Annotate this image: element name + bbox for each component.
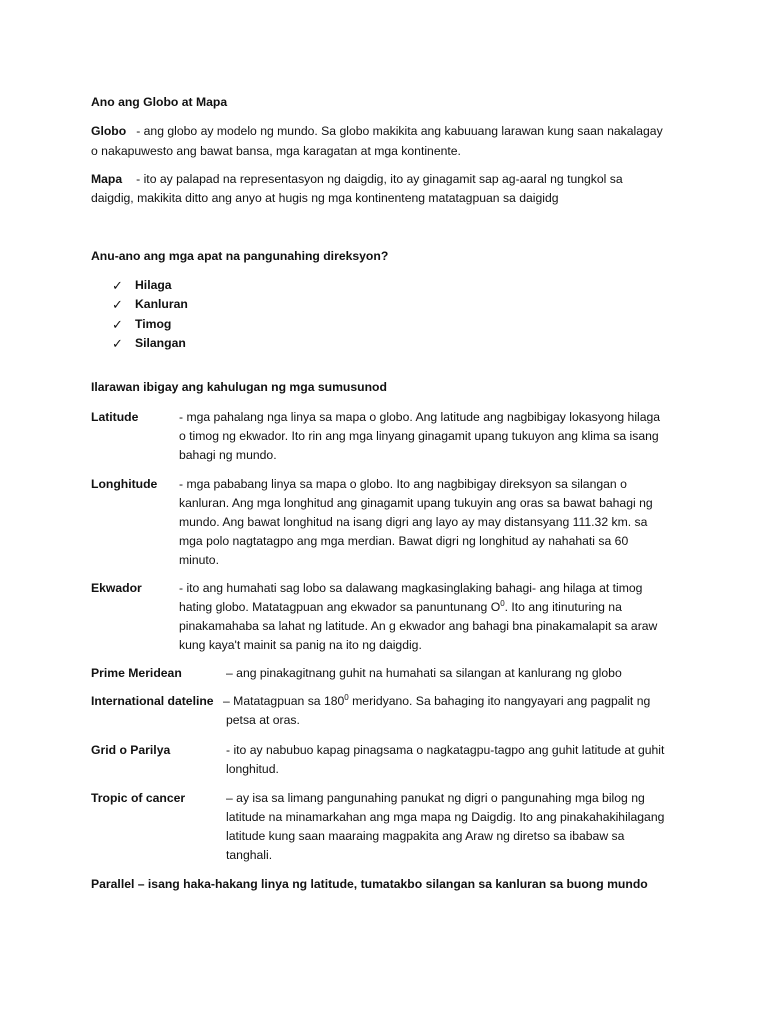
dateline-line: petsa at oras. xyxy=(226,713,300,727)
prime-meridean-term: Prime Meridean xyxy=(91,666,182,680)
tropic-line: – ay isa sa limang pangunahing panukat ng digri o pangunahing mga bilog ng xyxy=(226,791,645,805)
list-item xyxy=(112,315,188,334)
tropic-text xyxy=(226,789,679,865)
check-icon: ✓ xyxy=(112,297,123,313)
mapa-term: Mapa xyxy=(91,172,123,186)
longhitude-line: mundo. Ang bawat longhitud na isang digri ang layo ay may distansyang 111.32 km. sa xyxy=(179,515,648,529)
directions-list xyxy=(112,276,188,353)
ekwador-line: pinakamahaba sa lahat ng latitude. An g ekwador ang bahagi bna pinakamalapit sa araw xyxy=(179,619,658,633)
ekwador-line: - ito ang humahati sag lobo sa dalawang magkasinglaking bahagi- ang hilaga at timog xyxy=(179,581,643,595)
tropic-line: latitude na minamarkahan ang mga mapa ng Daigdig. Ito ang pinakahakihilagang xyxy=(226,810,665,824)
globo-text-1: - ang globo ay modelo ng mundo. Sa globo makikita ang kabuuang larawan kung saan nakalagay xyxy=(136,124,663,138)
direction-timog: Timog xyxy=(135,316,172,331)
longhitude-term: Longhitude xyxy=(91,477,158,491)
international-dateline-term: International dateline xyxy=(91,694,214,708)
grid-line: - ito ay nabubuo kapag pinagsama o nagkatagpu-tagpo ang guhit latitude at guhit xyxy=(226,743,665,757)
prime-meridean-text: – ang pinakagitnang guhit na humahati sa silangan at kanlurang ng globo xyxy=(226,666,622,680)
ekwador-text-part: . Ito ang itinuturing na xyxy=(504,600,622,614)
international-dateline-text xyxy=(223,692,679,730)
dateline-text-part: – Matatagpuan sa 180 xyxy=(223,694,345,708)
tropic-line: latitude kung saan maaraing magpakita ang Araw ng diretso sa ibabaw sa xyxy=(226,829,625,843)
tropic-term: Tropic of cancer xyxy=(91,791,186,805)
ekwador-text xyxy=(179,579,679,655)
page-title: Ano ang Globo at Mapa xyxy=(91,95,228,109)
degree-superscript: 0 xyxy=(344,692,349,702)
latitude-line: o timog ng ekwador. Ito rin ang mga linyang ginagamit upang tukuyon ang klima sa isang xyxy=(179,429,659,443)
mapa-line-2: daigdig, makikita ditto ang anyo at hugis ng mga kontinenteng matatagpuan sa daigidg xyxy=(91,191,559,205)
longhitude-line: mga polo nagtatagpo ang mga merdian. Bawat digri ng longhitud ay nahahati sa 60 xyxy=(179,534,629,548)
degree-superscript: 0 xyxy=(500,598,505,608)
ekwador-term: Ekwador xyxy=(91,581,142,595)
longhitude-line: kanluran. Ang mga longhitud ang ginagamit upang tukuyin ang oras sa bawat bahagi ng xyxy=(179,496,653,510)
mapa-line-1 xyxy=(91,170,623,189)
check-icon: ✓ xyxy=(112,335,123,351)
globo-term: Globo xyxy=(91,124,127,138)
ekwador-text-part: hating globo. Matatagpuan ang ekwador sa panuntunang O xyxy=(179,600,501,614)
parallel-term: Parallel xyxy=(91,877,135,891)
dateline-text-part: meridyano. Sa bahaging ito nangyayari ang pagpalit ng xyxy=(348,694,651,708)
directions-question: Anu-ano ang mga apat na pangunahing direksyon? xyxy=(91,249,389,263)
direction-silangan: Silangan xyxy=(135,335,186,350)
latitude-line: - mga pahalang nga linya sa mapa o globo. Ang latitude ang nagbibigay lokasyong hilaga xyxy=(179,410,661,424)
check-icon: ✓ xyxy=(112,278,123,293)
tropic-line: tanghali. xyxy=(226,848,273,862)
parallel-text: – isang haka-hakang linya ng latitude, tumatakbo silangan sa kanluran sa buong mundo xyxy=(134,877,648,891)
ekwador-line: kung kaya't mainit sa panig na ito ng daigdig. xyxy=(179,638,422,652)
list-item xyxy=(112,295,188,314)
dateline-line xyxy=(223,692,679,711)
direction-hilaga: Hilaga xyxy=(135,278,172,292)
list-item xyxy=(112,334,188,353)
grid-text xyxy=(226,741,679,779)
latitude-text xyxy=(179,408,679,465)
longhitude-text xyxy=(179,475,679,570)
latitude-line: bahagi ng mundo. xyxy=(179,448,277,462)
section-heading: Ilarawan ibigay ang kahulugan ng mga sumusunod xyxy=(91,380,387,394)
globo-line-2: o nakapuwesto ang bawat bansa, mga karagatan at mga kontinente. xyxy=(91,144,461,158)
ekwador-line xyxy=(179,598,679,617)
longhitude-line: minuto. xyxy=(179,553,219,567)
latitude-term: Latitude xyxy=(91,410,139,424)
check-icon: ✓ xyxy=(112,316,123,332)
grid-term: Grid o Parilya xyxy=(91,743,171,757)
mapa-text-1: - ito ay palapad na representasyon ng daigdig, ito ay ginagamit sap ag-aaral ng tungkol sa xyxy=(136,172,623,186)
grid-line: longhitud. xyxy=(226,762,279,776)
definition-parallel xyxy=(91,875,648,894)
longhitude-line: - mga pababang linya sa mapa o globo. Ito ang nagbibigay direksyon sa silangan o xyxy=(179,477,627,491)
list-item xyxy=(112,276,188,295)
globo-line-1 xyxy=(91,122,663,141)
direction-kanluran: Kanluran xyxy=(135,297,188,312)
